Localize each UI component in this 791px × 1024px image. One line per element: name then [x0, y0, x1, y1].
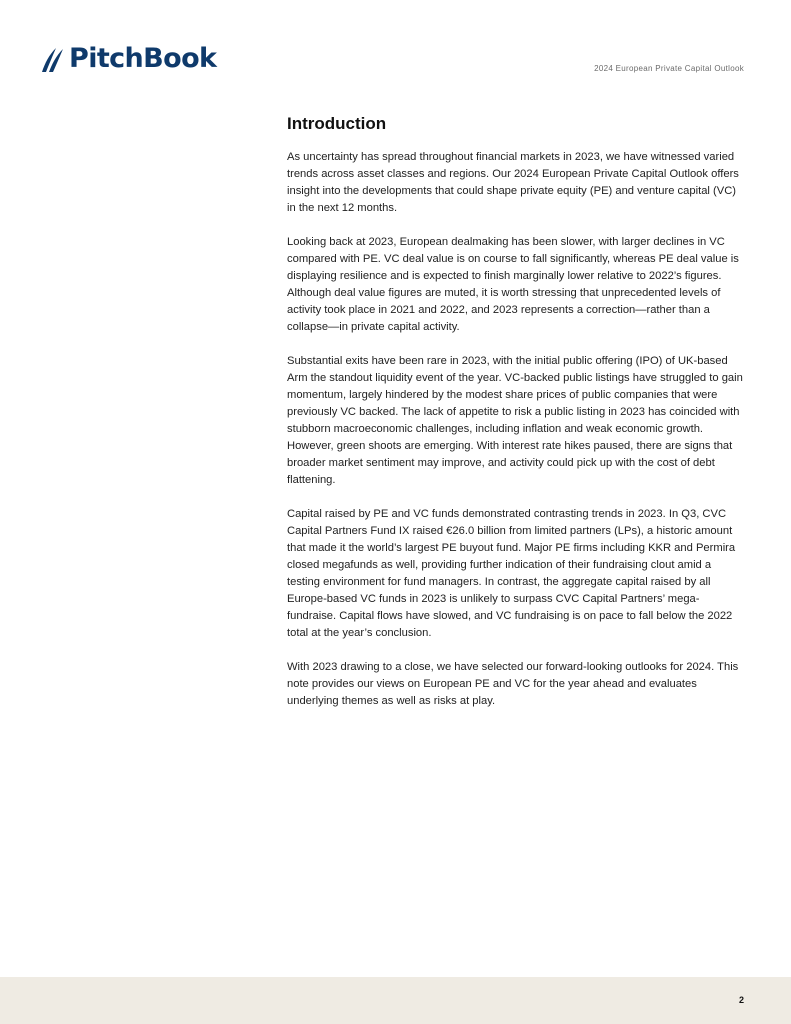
body-paragraph-4: Capital raised by PE and VC funds demonstrated contrasting trends in 2023. In Q3, CVC Capital Partners Fund IX raised €26.0 billion from limited partners (LPs), a historic amount that made it the world’s largest PE buyout fund. Major PE firms including KKR and Permira closed megafunds as well, providing further indication of their fundraising clout amid a testing environment for fund managers. In contrast, the aggregate capital raised by all Europe-based VC funds in 2023 is unlikely to surpass CVC Capital Partners’ mega-fundraise. Capital flows have slowed, and VC fundraising is on pace to fall below the 2022 total at the year’s conclusion. [287, 508, 736, 639]
body-paragraph-1: As uncertainty has spread throughout financial markets in 2023, we have witnessed varied trends across asset classes and regions. Our 2024 European Private Capital Outlook offers insight into the developments that could shape private equity (PE) and venture capital (VC) in the next 12 months. [287, 151, 739, 214]
page-number: 2 [738, 995, 744, 1005]
pitchbook-logo [40, 44, 216, 74]
body-paragraph-5: With 2023 drawing to a close, we have selected our forward-looking outlooks for 2024. This note provides our views on European PE and VC for the year ahead and evaluates underlying themes as well as risks at play. [287, 661, 739, 707]
body-paragraph-2: Looking back at 2023, European dealmaking has been slower, with larger declines in VC compared with PE. VC deal value is on course to fall significantly, whereas PE deal value is displaying resilience and is expected to finish marginally lower relative to 2022’s figures. Although deal value figures are muted, it is worth stressing that unprecedented levels of activity took place in 2021 and 2022, and 2023 represents a correction—rather than a collapse—in private capital activity. [287, 236, 739, 333]
main-content [287, 113, 747, 727]
report-title: 2024 European Private Capital Outlook [594, 64, 744, 73]
section-heading: Introduction [287, 114, 387, 133]
logo-wordmark: PitchBook [69, 43, 217, 74]
body-paragraph-3: Substantial exits have been rare in 2023, with the initial public offering (IPO) of UK-based Arm the standout liquidity event of the year. VC-backed public listings have struggled to gain momentum, largely hindered by the modest share prices of public companies that were previously VC backed. The lack of appetite to risk a public listing in 2023 has coincided with stubborn macroeconomic challenges, including inflation and weak economic growth. However, green shoots are emerging. With interest rate hikes paused, there are signs that broader market sentiment may improve, and activity could pick up with the cost of debt flattening. [287, 355, 743, 486]
pitchbook-feather-icon [40, 45, 65, 73]
footer-band [0, 977, 791, 1024]
